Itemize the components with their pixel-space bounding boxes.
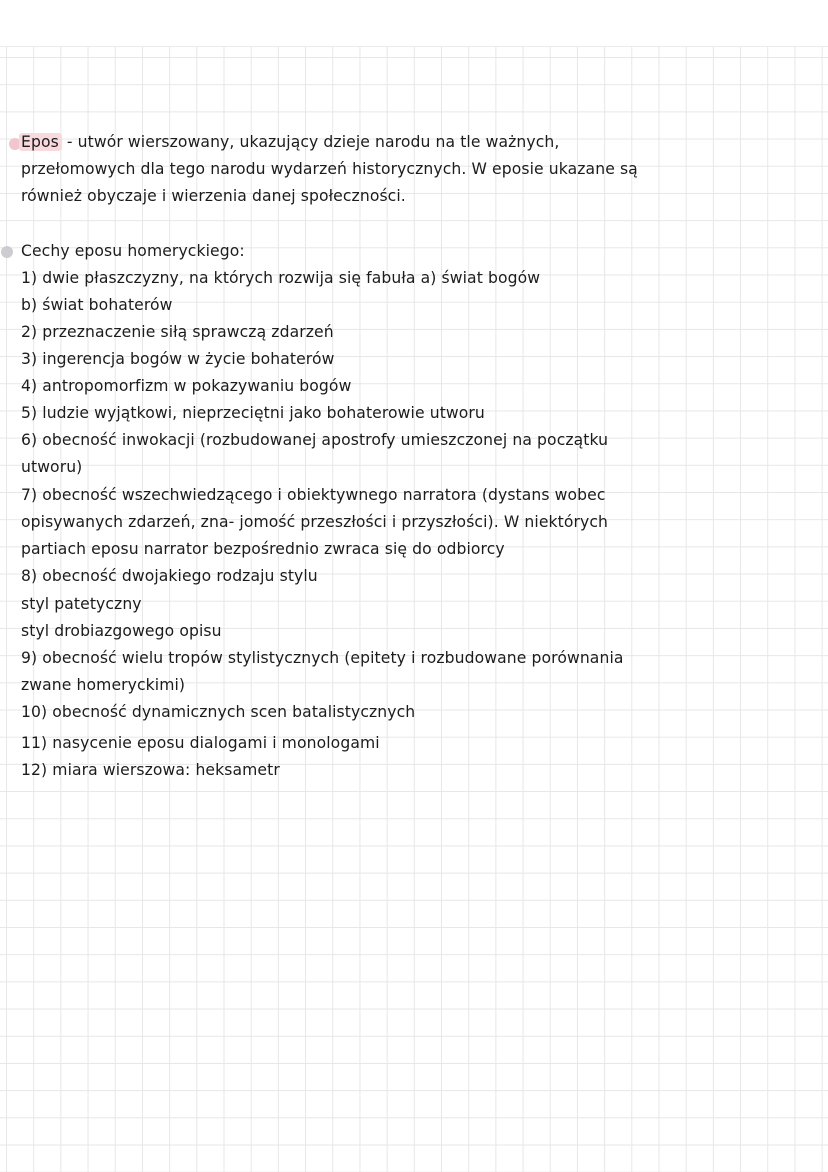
features-heading: Cechy eposu homeryckiego: <box>21 242 245 260</box>
feature-line: 7) obecność wszechwiedzącego i obiektywnego narratora (dystans wobec <box>21 486 606 504</box>
feature-line: 6) obecność inwokacji (rozbudowanej apostrofy umieszczonej na początku <box>21 431 609 449</box>
feature-line: styl drobiazgowego opisu <box>21 622 222 640</box>
definition-line-2: przełomowych dla tego narodu wydarzeń historycznych. W eposie ukazane są <box>21 160 638 178</box>
feature-line: 3) ingerencja bogów w życie bohaterów <box>21 350 335 368</box>
feature-line: partiach eposu narrator bezpośrednio zwraca się do odbiorcy <box>21 540 505 558</box>
feature-line: 10) obecność dynamicznych scen batalistycznych <box>21 703 416 721</box>
feature-line: 9) obecność wielu tropów stylistycznych (epitety i rozbudowane porównania <box>21 649 624 667</box>
feature-line: 5) ludzie wyjątkowi, nieprzeciętni jako bohaterowie utworu <box>21 404 485 422</box>
feature-line: opisywanych zdarzeń, zna- jomość przeszłości i przyszłości). W niektórych <box>21 513 608 531</box>
definition-line-1-text: - utwór wierszowany, ukazujący dzieje narodu na tle ważnych, <box>61 133 560 151</box>
feature-line: 11) nasycenie eposu dialogami i monologami <box>21 734 380 752</box>
feature-line: 12) miara wierszowa: heksametr <box>21 761 280 779</box>
feature-line: 2) przeznaczenie siłą sprawczą zdarzeń <box>21 323 334 341</box>
feature-line: styl patetyczny <box>21 595 142 613</box>
grey-dot-icon <box>1 246 13 258</box>
feature-line: utworu) <box>21 458 83 476</box>
feature-line: 1) dwie płaszczyzny, na których rozwija się fabuła a) świat bogów <box>21 269 541 287</box>
definition-line-1 <box>21 132 559 152</box>
feature-line: zwane homeryckimi) <box>21 676 186 694</box>
feature-line: b) świat bohaterów <box>21 296 173 314</box>
definition-line-3: również obyczaje i wierzenia danej społeczności. <box>21 187 406 205</box>
feature-line: 4) antropomorfizm w pokazywaniu bogów <box>21 377 352 395</box>
term-highlight: Epos <box>19 133 62 151</box>
feature-line: 8) obecność dwojakiego rodzaju stylu <box>21 567 318 585</box>
